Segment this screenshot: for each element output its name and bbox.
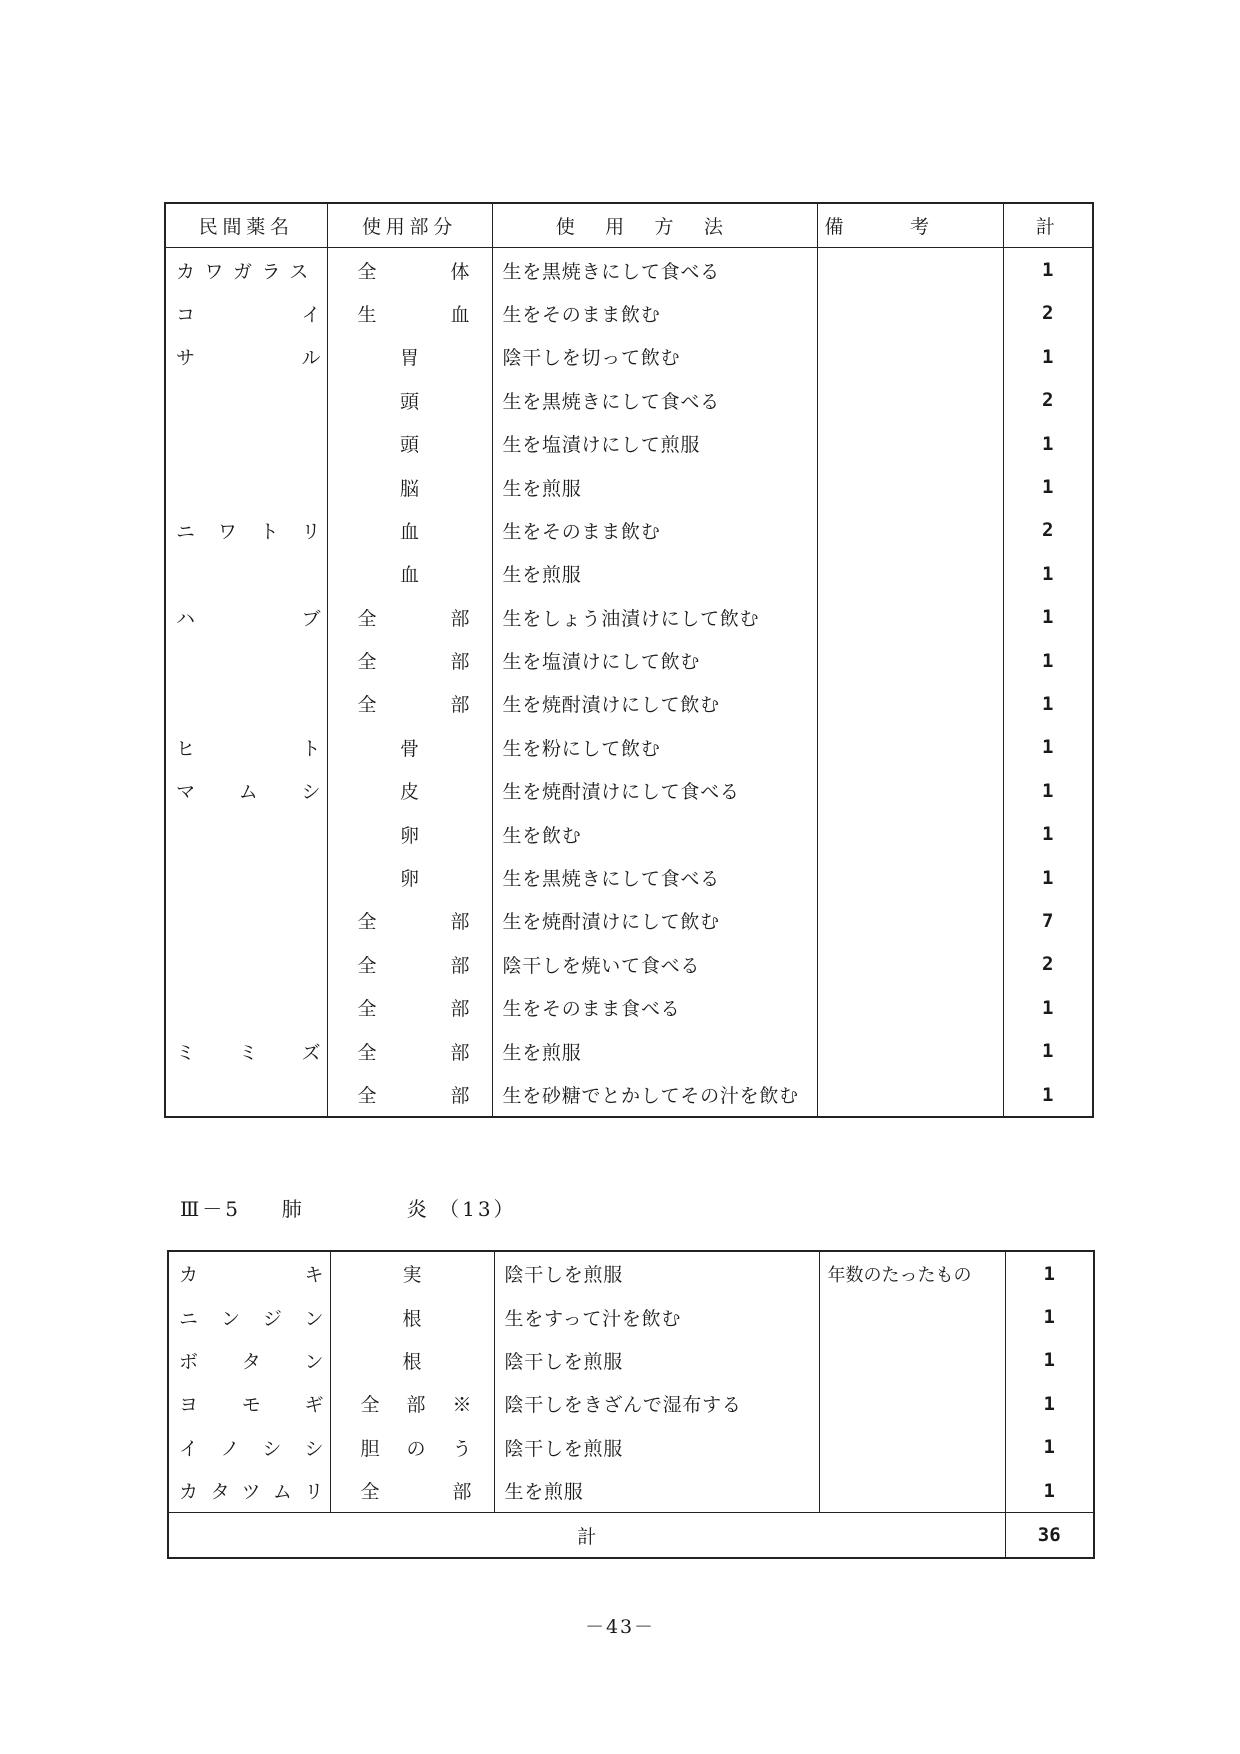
row-method: 生を黒焼きにして食べる: [492, 248, 817, 292]
row-count: 1: [1042, 606, 1054, 629]
row-method: 生を粉にして飲む: [492, 726, 817, 769]
row-part: 実: [330, 1251, 494, 1295]
row-name: ニワトリ: [165, 509, 327, 552]
row-note: [817, 552, 1003, 595]
row-part: 皮: [327, 769, 492, 812]
row-method: 生を塩漬けにして飲む: [492, 639, 817, 682]
row-part: 血: [327, 552, 492, 595]
row-note: [817, 509, 1003, 552]
row-method: 生をそのまま食べる: [492, 986, 817, 1029]
row-note: [819, 1339, 1005, 1382]
page-number: －43－: [585, 1616, 655, 1638]
row-part: 全部: [327, 596, 492, 639]
table-row: [168, 1469, 1094, 1513]
row-method: 生を煎服: [492, 1029, 817, 1072]
row-note: [817, 943, 1003, 986]
total-row: [168, 1513, 1094, 1558]
table-row: [168, 1251, 1094, 1295]
section-disease-b: 炎: [406, 1197, 430, 1221]
header-note: 備考: [817, 203, 1003, 248]
row-note: [817, 596, 1003, 639]
row-name: [165, 552, 327, 595]
row-method: 生を砂糖でとかしてその汁を飲む: [492, 1073, 817, 1117]
table-row: [165, 726, 1093, 769]
row-count: 2: [1042, 953, 1054, 976]
header-name: 民間薬名: [165, 203, 327, 248]
row-part: 全部: [327, 682, 492, 725]
row-name: [165, 1073, 327, 1117]
row-count: 1: [1042, 476, 1054, 499]
row-note: [817, 292, 1003, 335]
row-method: 生をそのまま飲む: [492, 292, 817, 335]
row-method: 生を黒焼きにして食べる: [492, 379, 817, 422]
table-row: [165, 509, 1093, 552]
row-count: 1: [1042, 345, 1054, 368]
row-count: 1: [1042, 562, 1054, 585]
row-method: 生を焼酎漬けにして飲む: [492, 899, 817, 942]
table-row: [165, 639, 1093, 682]
section-number: Ⅲ－5: [180, 1197, 242, 1221]
row-note: [817, 465, 1003, 508]
row-part: 胃: [327, 335, 492, 378]
table-row: [165, 1073, 1093, 1117]
row-method: 生を塩漬けにして煎服: [492, 422, 817, 465]
row-name: マムシ: [165, 769, 327, 812]
table-row: [168, 1382, 1094, 1425]
row-part: 根: [330, 1339, 494, 1382]
table-row: [165, 465, 1093, 508]
row-note: [817, 639, 1003, 682]
row-part: 根: [330, 1295, 494, 1338]
row-name: [165, 639, 327, 682]
section-count: （13）: [439, 1197, 517, 1221]
row-name: ヒト: [165, 726, 327, 769]
row-method: 生を焼酎漬けにして飲む: [492, 682, 817, 725]
row-note: [817, 379, 1003, 422]
section-disease-a: 肺: [281, 1197, 305, 1221]
table-row: [165, 986, 1093, 1029]
row-name: [165, 986, 327, 1029]
row-name: [165, 899, 327, 942]
row-count: 2: [1042, 389, 1054, 412]
row-count: 7: [1042, 909, 1054, 932]
row-part: 全部: [327, 899, 492, 942]
row-part: 全部: [327, 639, 492, 682]
row-count: 2: [1042, 519, 1054, 542]
row-note: 年数のたったもの: [819, 1251, 1005, 1295]
row-method: 生を飲む: [492, 812, 817, 855]
row-method: 生を煎服: [492, 465, 817, 508]
header-part: 使用部分: [327, 203, 492, 248]
table-row: [165, 943, 1093, 986]
row-name: ボタン: [168, 1339, 330, 1382]
table-row: [165, 422, 1093, 465]
row-name: [165, 812, 327, 855]
row-count: 1: [1043, 1436, 1055, 1459]
row-count: 1: [1043, 1306, 1055, 1329]
row-note: [817, 899, 1003, 942]
row-name: [165, 856, 327, 899]
row-part: 胆のう: [330, 1426, 494, 1469]
row-method: 陰干しを切って飲む: [492, 335, 817, 378]
table-row: [165, 248, 1093, 292]
row-method: 陰干しを煎服: [494, 1251, 819, 1295]
row-part: 頭: [327, 379, 492, 422]
row-note: [817, 856, 1003, 899]
row-note: [819, 1469, 1005, 1513]
row-method: 生をすって汁を飲む: [494, 1295, 819, 1338]
row-name: ヨモギ: [168, 1382, 330, 1425]
row-name: [165, 379, 327, 422]
row-name: [165, 943, 327, 986]
row-method: 生を黒焼きにして食べる: [492, 856, 817, 899]
main-table: [164, 202, 1094, 1118]
row-count: 1: [1042, 779, 1054, 802]
row-count: 1: [1042, 823, 1054, 846]
row-part: 卵: [327, 856, 492, 899]
row-count: 1: [1042, 259, 1054, 282]
row-method: 生をそのまま飲む: [492, 509, 817, 552]
row-note: [817, 1073, 1003, 1117]
row-method: 陰干しを煎服: [494, 1426, 819, 1469]
row-name: イノシシ: [168, 1426, 330, 1469]
row-count: 1: [1042, 432, 1054, 455]
table-row: [168, 1295, 1094, 1338]
row-method: 陰干しを煎服: [494, 1339, 819, 1382]
row-count: 1: [1042, 692, 1054, 715]
row-note: [819, 1295, 1005, 1338]
row-part: 全部: [327, 1029, 492, 1072]
row-note: [819, 1426, 1005, 1469]
row-part: 卵: [327, 812, 492, 855]
row-note: [817, 812, 1003, 855]
row-count: 1: [1042, 736, 1054, 759]
row-name: ハブ: [165, 596, 327, 639]
row-name: カキ: [168, 1251, 330, 1295]
row-note: [817, 986, 1003, 1029]
table-row: [165, 1029, 1093, 1072]
row-name: カワガラス: [165, 248, 327, 292]
table-row: [165, 379, 1093, 422]
row-part: 全部: [327, 943, 492, 986]
table-row: [168, 1426, 1094, 1469]
header-count: 計: [1003, 203, 1093, 248]
row-count: 1: [1042, 866, 1054, 889]
row-note: [817, 335, 1003, 378]
row-note: [817, 422, 1003, 465]
table-row: [165, 812, 1093, 855]
row-name: サル: [165, 335, 327, 378]
row-name: ミミズ: [165, 1029, 327, 1072]
table-row: [165, 596, 1093, 639]
row-name: [165, 422, 327, 465]
row-count: 1: [1043, 1349, 1055, 1372]
row-part: 全部※: [330, 1382, 494, 1425]
table-header: [165, 203, 1093, 248]
header-method: 使用方法: [492, 203, 817, 248]
total-value: 36: [1005, 1513, 1094, 1558]
row-note: [819, 1382, 1005, 1425]
row-name: カタツムリ: [168, 1469, 330, 1513]
row-note: [817, 769, 1003, 812]
row-method: 陰干しをきざんで湿布する: [494, 1382, 819, 1425]
row-count: 1: [1043, 1479, 1055, 1502]
row-part: 生血: [327, 292, 492, 335]
row-name: ニンジン: [168, 1295, 330, 1338]
row-count: 1: [1043, 1262, 1055, 1285]
row-part: 全部: [327, 1073, 492, 1117]
row-note: [817, 726, 1003, 769]
table-row: [165, 682, 1093, 725]
row-note: [817, 1029, 1003, 1072]
row-name: コイ: [165, 292, 327, 335]
table-row: [165, 335, 1093, 378]
sub-table: [167, 1250, 1095, 1559]
table-row: [165, 552, 1093, 595]
row-part: 全部: [327, 986, 492, 1029]
row-part: 骨: [327, 726, 492, 769]
row-note: [817, 248, 1003, 292]
row-count: 1: [1042, 1040, 1054, 1063]
row-name: [165, 465, 327, 508]
table-row: [165, 856, 1093, 899]
row-part: 全部: [330, 1469, 494, 1513]
row-note: [817, 682, 1003, 725]
table-row: [165, 292, 1093, 335]
row-part: 全体: [327, 248, 492, 292]
row-part: 血: [327, 509, 492, 552]
total-label: 計: [168, 1513, 1005, 1558]
table-row: [168, 1339, 1094, 1382]
row-method: 陰干しを焼いて食べる: [492, 943, 817, 986]
row-method: 生を煎服: [492, 552, 817, 595]
table-row: [165, 899, 1093, 942]
section-title: [180, 1193, 517, 1222]
row-part: 脳: [327, 465, 492, 508]
row-method: 生をしょう油漬けにして飲む: [492, 596, 817, 639]
row-method: 生を煎服: [494, 1469, 819, 1513]
table-row: [165, 769, 1093, 812]
row-count: 1: [1042, 996, 1054, 1019]
row-part: 頭: [327, 422, 492, 465]
row-count: 2: [1042, 302, 1054, 325]
row-count: 1: [1042, 649, 1054, 672]
row-count: 1: [1042, 1083, 1054, 1106]
row-name: [165, 682, 327, 725]
row-count: 1: [1043, 1392, 1055, 1415]
row-method: 生を焼酎漬けにして食べる: [492, 769, 817, 812]
